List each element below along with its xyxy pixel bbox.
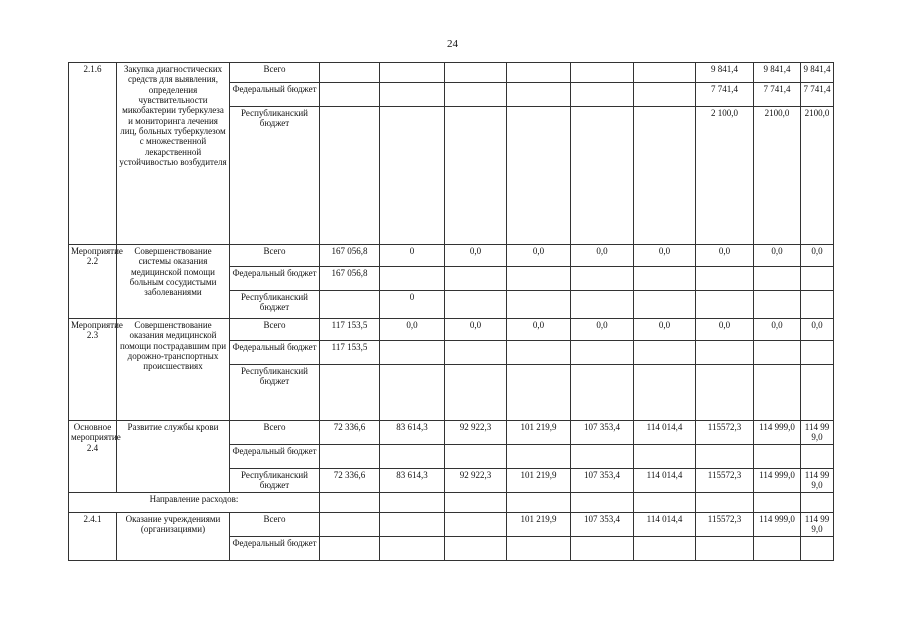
value-cell [380, 107, 445, 245]
value-cell [320, 83, 380, 107]
funding-source: Федеральный бюджет [230, 83, 320, 107]
value-cell [445, 512, 507, 536]
funding-source: Федеральный бюджет [230, 444, 320, 468]
value-cell [634, 341, 696, 365]
value-cell: 114 999,0 [754, 512, 801, 536]
value-cell: 2100,0 [801, 107, 834, 245]
item-code: Мероприятие 2.2 [69, 245, 117, 319]
value-cell [320, 444, 380, 468]
value-cell: 0,0 [696, 245, 754, 267]
table-body [69, 63, 834, 561]
value-cell [380, 365, 445, 421]
table-row [69, 63, 834, 83]
value-cell: 115572,3 [696, 512, 754, 536]
item-name: Оказание учреждениями (организациями) [117, 512, 230, 560]
value-cell [445, 341, 507, 365]
value-cell [507, 341, 571, 365]
value-cell: 2 100,0 [696, 107, 754, 245]
value-cell [696, 267, 754, 291]
value-cell [634, 291, 696, 319]
item-name: Закупка диагностических средств для выявления, определения чувствительности микобактерии туберкулеза и мониторинга лечения лиц, больных туберкулезом с множественной лекарственной устойчивостью возбудителя [117, 63, 230, 245]
value-cell: 167 056,8 [320, 245, 380, 267]
value-cell: 0,0 [445, 319, 507, 341]
value-cell: 9 841,4 [696, 63, 754, 83]
funding-source: Всего [230, 63, 320, 83]
direction-row [69, 492, 834, 512]
value-cell: 114 999,0 [801, 512, 834, 536]
value-cell [380, 444, 445, 468]
value-cell [380, 341, 445, 365]
value-cell [571, 107, 634, 245]
value-cell [571, 291, 634, 319]
value-cell: 114 999,0 [801, 468, 834, 492]
table-row [69, 421, 834, 445]
table-row [69, 512, 834, 536]
value-cell [571, 341, 634, 365]
value-cell [754, 291, 801, 319]
value-cell [571, 536, 634, 560]
value-cell [320, 536, 380, 560]
value-cell [445, 444, 507, 468]
value-cell [634, 536, 696, 560]
value-cell [571, 492, 634, 512]
value-cell [380, 63, 445, 83]
value-cell: 114 999,0 [754, 468, 801, 492]
item-code: 2.1.6 [69, 63, 117, 245]
value-cell: 0,0 [380, 319, 445, 341]
value-cell [754, 267, 801, 291]
value-cell [634, 107, 696, 245]
value-cell: 117 153,5 [320, 319, 380, 341]
value-cell: 83 614,3 [380, 421, 445, 445]
value-cell: 114 014,4 [634, 512, 696, 536]
value-cell [696, 536, 754, 560]
value-cell [445, 291, 507, 319]
value-cell: 0,0 [801, 319, 834, 341]
item-name: Совершенствование системы оказания медицинской помощи больным сосудистыми заболеваниями [117, 245, 230, 319]
value-cell [507, 63, 571, 83]
funding-source: Федеральный бюджет [230, 341, 320, 365]
value-cell: 83 614,3 [380, 468, 445, 492]
funding-source: Всего [230, 512, 320, 536]
funding-source: Республиканский бюджет [230, 468, 320, 492]
value-cell [801, 444, 834, 468]
direction-label: Направление расходов: [69, 492, 320, 512]
value-cell [445, 267, 507, 291]
value-cell: 0,0 [571, 319, 634, 341]
value-cell: 114 999,0 [754, 421, 801, 445]
value-cell [801, 267, 834, 291]
value-cell [507, 83, 571, 107]
funding-source: Федеральный бюджет [230, 536, 320, 560]
value-cell [571, 444, 634, 468]
value-cell [571, 63, 634, 83]
value-cell [571, 365, 634, 421]
value-cell: 0 [380, 245, 445, 267]
value-cell [754, 444, 801, 468]
funding-source: Всего [230, 421, 320, 445]
item-name: Совершенствование оказания медицинской помощи пострадавшим при дорожно-транспортных происшествиях [117, 319, 230, 421]
value-cell [801, 536, 834, 560]
value-cell [320, 492, 380, 512]
value-cell: 107 353,4 [571, 421, 634, 445]
value-cell [571, 267, 634, 291]
value-cell: 0,0 [634, 245, 696, 267]
value-cell [320, 107, 380, 245]
value-cell [696, 444, 754, 468]
value-cell: 9 841,4 [801, 63, 834, 83]
value-cell: 0 [380, 291, 445, 319]
value-cell [696, 341, 754, 365]
value-cell [507, 267, 571, 291]
table-row [69, 319, 834, 341]
value-cell [634, 444, 696, 468]
value-cell: 0,0 [507, 245, 571, 267]
funding-source: Республиканский бюджет [230, 291, 320, 319]
item-code: 2.4.1 [69, 512, 117, 560]
value-cell [507, 536, 571, 560]
value-cell: 0,0 [754, 319, 801, 341]
value-cell [320, 512, 380, 536]
budget-table [68, 62, 834, 561]
value-cell: 7 741,4 [696, 83, 754, 107]
value-cell: 117 153,5 [320, 341, 380, 365]
value-cell [380, 536, 445, 560]
value-cell [801, 291, 834, 319]
value-cell [571, 83, 634, 107]
value-cell [380, 83, 445, 107]
value-cell: 0,0 [571, 245, 634, 267]
value-cell [696, 492, 754, 512]
funding-source: Федеральный бюджет [230, 267, 320, 291]
value-cell [696, 365, 754, 421]
value-cell: 101 219,9 [507, 512, 571, 536]
value-cell [754, 365, 801, 421]
item-code: Мероприятие 2.3 [69, 319, 117, 421]
value-cell: 92 922,3 [445, 421, 507, 445]
value-cell: 107 353,4 [571, 512, 634, 536]
value-cell: 0,0 [696, 319, 754, 341]
item-name: Развитие службы крови [117, 421, 230, 493]
funding-source: Республиканский бюджет [230, 365, 320, 421]
value-cell [320, 63, 380, 83]
value-cell [380, 267, 445, 291]
value-cell [634, 83, 696, 107]
value-cell: 7 741,4 [754, 83, 801, 107]
value-cell [754, 536, 801, 560]
value-cell [634, 63, 696, 83]
value-cell [445, 107, 507, 245]
value-cell [754, 341, 801, 365]
value-cell [801, 492, 834, 512]
value-cell: 101 219,9 [507, 421, 571, 445]
value-cell: 92 922,3 [445, 468, 507, 492]
funding-source: Всего [230, 245, 320, 267]
value-cell [445, 536, 507, 560]
value-cell [320, 365, 380, 421]
value-cell [445, 492, 507, 512]
item-code: Основное мероприятие 2.4 [69, 421, 117, 493]
value-cell [380, 492, 445, 512]
value-cell: 0,0 [634, 319, 696, 341]
value-cell: 0,0 [754, 245, 801, 267]
value-cell [507, 492, 571, 512]
value-cell [507, 365, 571, 421]
funding-source: Республиканский бюджет [230, 107, 320, 245]
value-cell [507, 444, 571, 468]
page-number: 24 [447, 38, 458, 50]
value-cell: 115572,3 [696, 421, 754, 445]
value-cell [634, 267, 696, 291]
value-cell: 9 841,4 [754, 63, 801, 83]
value-cell: 115572,3 [696, 468, 754, 492]
value-cell: 7 741,4 [801, 83, 834, 107]
value-cell: 107 353,4 [571, 468, 634, 492]
value-cell [801, 365, 834, 421]
value-cell: 114 014,4 [634, 421, 696, 445]
value-cell [445, 63, 507, 83]
value-cell [634, 365, 696, 421]
value-cell: 72 336,6 [320, 468, 380, 492]
value-cell [320, 291, 380, 319]
value-cell: 101 219,9 [507, 468, 571, 492]
value-cell: 72 336,6 [320, 421, 380, 445]
value-cell [445, 365, 507, 421]
value-cell: 0,0 [445, 245, 507, 267]
value-cell [754, 492, 801, 512]
value-cell: 167 056,8 [320, 267, 380, 291]
funding-source: Всего [230, 319, 320, 341]
value-cell [634, 492, 696, 512]
table-row [69, 245, 834, 267]
value-cell: 0,0 [801, 245, 834, 267]
value-cell [380, 512, 445, 536]
value-cell [801, 341, 834, 365]
value-cell: 0,0 [507, 319, 571, 341]
value-cell [696, 291, 754, 319]
value-cell: 2100,0 [754, 107, 801, 245]
value-cell [445, 83, 507, 107]
value-cell: 114 999,0 [801, 421, 834, 445]
value-cell [507, 107, 571, 245]
value-cell: 114 014,4 [634, 468, 696, 492]
value-cell [507, 291, 571, 319]
